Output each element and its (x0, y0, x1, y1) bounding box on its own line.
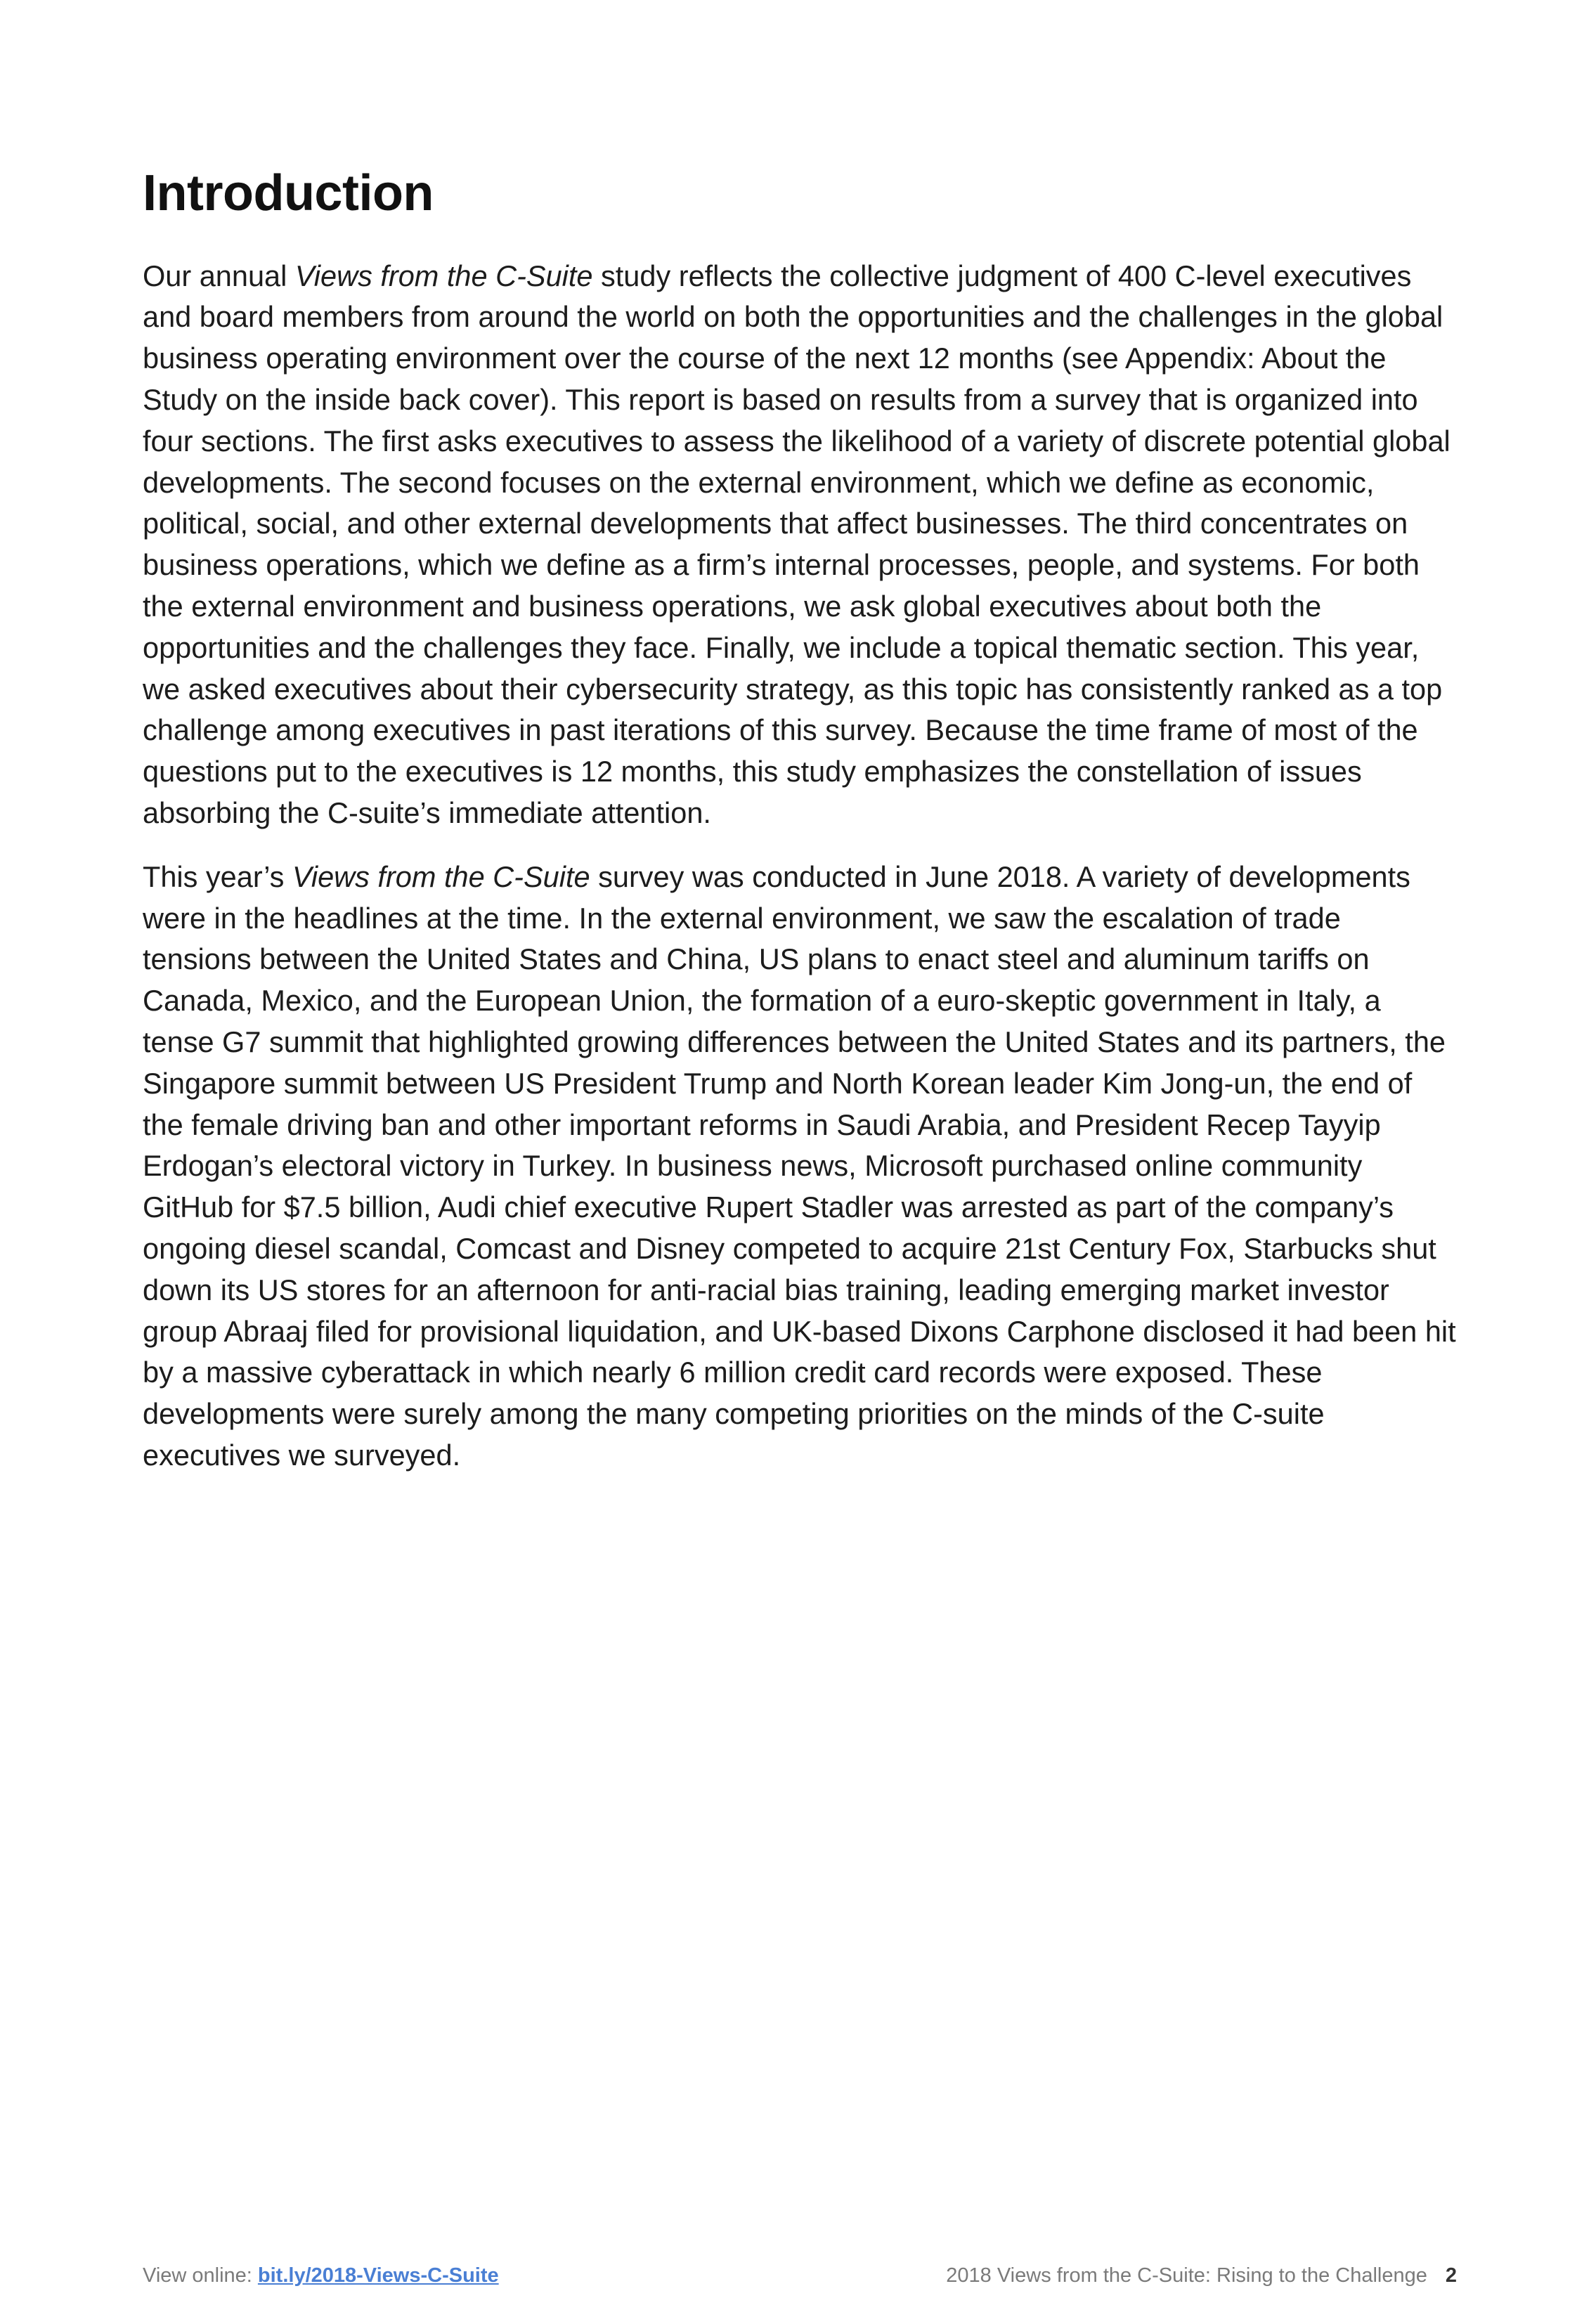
page-number: 2 (1445, 2264, 1457, 2287)
page-title: Introduction (143, 165, 434, 221)
footer-view-online (143, 2264, 499, 2287)
paragraph-2-study-title: Views from the C-Suite (292, 859, 590, 893)
paragraph-1-body: study reflects the collective judgment of 400 C-level executives and board members from around the world on both the opportunities and the challenges in the global business operating environment over the course of the next 12 months (see Appendix: About the Study on the inside back cover). This report is based on results from a survey that is organized into four sections. The first asks executives to assess the likelihood of a variety of discrete potential global developments. The second focuses on the external environment, which we define as economic, political, social, and other external developments that affect businesses. The third concentrates on business operations, which we define as a firm’s internal processes, people, and systems. For both the external environment and business operations, we ask global executives about both the opportunities and the challenges they face. Finally, we include a topical thematic section. This year, we asked executives about their cybersecurity strategy, as this topic has consistently ranked as a top challenge among executives in past iterations of this survey. Because the time frame of most of the questions put to the executives is 12 months, this study emphasizes the constellation of issues absorbing the C-suite’s immediate attention. (143, 259, 1451, 829)
paragraph-2-lead: This year’s (143, 859, 292, 893)
intro-paragraph-1 (143, 256, 1457, 834)
footer-report-info (946, 2264, 1457, 2287)
page-footer (143, 2264, 1457, 2292)
main-content (143, 167, 1457, 1499)
paragraph-1-lead: Our annual (143, 259, 295, 292)
paragraph-1-study-title: Views from the C-Suite (294, 259, 593, 292)
intro-paragraph-2 (143, 857, 1457, 1476)
view-online-label: View online: (143, 2264, 258, 2287)
view-online-link[interactable]: bit.ly/2018-Views-C-Suite (257, 2264, 499, 2287)
report-title: 2018 Views from the C-Suite: Rising to the Challenge (946, 2264, 1427, 2287)
paragraph-2-body: survey was conducted in June 2018. A variety of developments were in the headlines at the time. In the external environment, we saw the escalation of trade tensions between the United States and China, US plans to enact steel and aluminum tariffs on Canada, Mexico, and the European Union, the formation of a euro-skeptic government in Italy, a tense G7 summit that highlighted growing differences between the United States and its partners, the Singapore summit between US President Trump and North Korean leader Kim Jong-un, the end of the female driving ban and other important reforms in Saudi Arabia, and President Recep Tayyip Erdogan’s electoral victory in Turkey. In business news, Microsoft purchased online community GitHub for $7.5 billion, Audi chief executive Rupert Stadler was arrested as part of the company’s ongoing diesel scandal, Comcast and Disney competed to acquire 21st Century Fox, Starbucks shut down its US stores for an afternoon for anti-racial bias training, leading emerging market investor group Abraaj filed for provisional liquidation, and UK-based Dixons Carphone disclosed it had been hit by a massive cyberattack in which nearly 6 million credit card records were exposed. These developments were surely among the many competing priorities on the minds of the C-suite executives we surveyed. (143, 859, 1456, 1472)
